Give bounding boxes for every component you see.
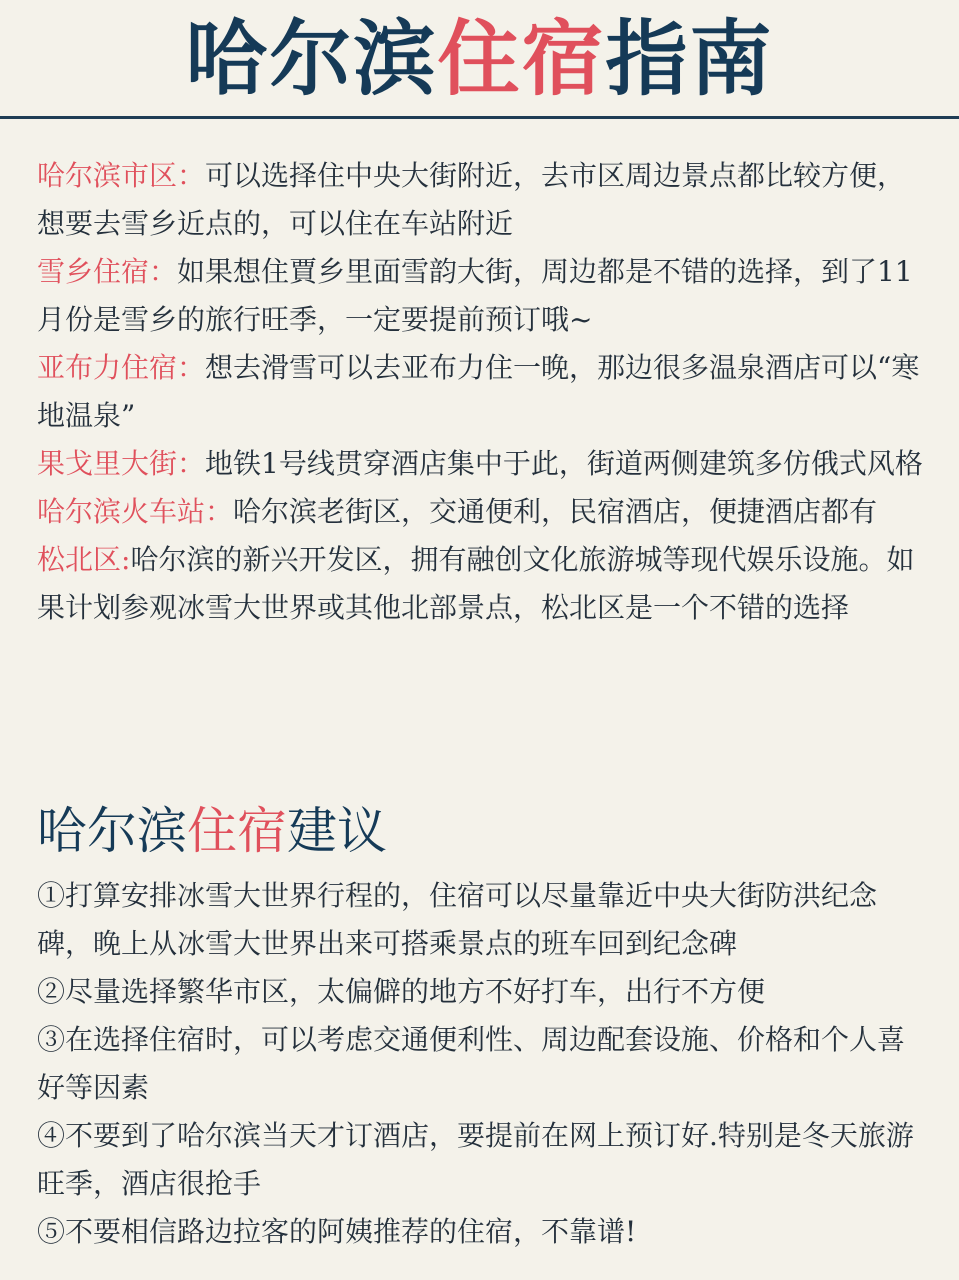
suggestion-item: ②尽量选择繁华市区，太偏僻的地方不好打车，出行不方便: [37, 975, 766, 1008]
guide-label: 松北区:: [37, 543, 131, 576]
suggestion-item: ③在选择住宿时，可以考虑交通便利性、周边配套设施、价格和个人喜好等因素: [37, 1023, 906, 1104]
area-guide: [37, 152, 927, 632]
page-title: [0, 14, 959, 106]
suggestions-title-part-2-accent: 住宿: [187, 802, 287, 860]
guide-label: 亚布力住宿：: [37, 351, 206, 384]
suggestions-title: [37, 796, 387, 866]
guide-text: 哈尔滨的新兴开发区，拥有融创文化旅游城等现代娱乐设施。如果计划参观冰雪大世界或其他北部景点，松北区是一个不错的选择: [37, 543, 915, 624]
suggestion-item: ④不要到了哈尔滨当天才订酒店，要提前在网上预订好.特别是冬天旅游旺季，酒店很抢手: [37, 1119, 914, 1200]
guide-text: 想去滑雪可以去亚布力住一晚，那边很多温泉酒店可以“寒地温泉”: [37, 351, 920, 432]
guide-text: 可以选择住中央大街附近，去市区周边景点都比较方便，想要去雪乡近点的，可以住在车站附近: [37, 159, 906, 240]
title-part-1: 哈尔滨: [185, 12, 438, 107]
guide-text: 如果想住賈乡里面雪韵大街，周边都是不错的选择，到了11月份是雪乡的旅行旺季，一定要提前预订哦~: [37, 255, 913, 336]
suggestion-item: ①打算安排冰雪大世界行程的，住宿可以尽量靠近中央大街防洪纪念碑，晚上从冰雪大世界出来可搭乘景点的班车回到纪念碑: [37, 879, 878, 960]
suggestion-item: ⑤不要相信路边拉客的阿姨推荐的住宿，不靠谱!: [37, 1215, 637, 1248]
guide-text: 地铁1号线贯穿酒店集中于此，街道两侧建筑多仿俄式风格: [205, 447, 923, 480]
guide-item-yabuli: [37, 344, 927, 440]
title-part-3: 指南: [605, 12, 774, 107]
guide-label: 哈尔滨火车站：: [37, 495, 234, 528]
guide-item-snow-town: [37, 248, 927, 344]
page-header: [0, 0, 959, 116]
guide-item-gogol-street: [37, 440, 927, 488]
title-divider: [0, 116, 959, 119]
suggestions-title-part-3: 建议: [287, 802, 387, 860]
suggestions-title-part-1: 哈尔滨: [37, 802, 187, 860]
guide-text: 哈尔滨老街区，交通便利，民宿酒店，便捷酒店都有: [233, 495, 878, 528]
guide-label: 哈尔滨市区：: [37, 159, 206, 192]
guide-item-city-center: [37, 152, 927, 248]
guide-label: 果戈里大街：: [37, 447, 206, 480]
title-part-2-accent: 住宿: [437, 12, 606, 107]
guide-label: 雪乡住宿：: [37, 255, 178, 288]
guide-item-songbei: [37, 536, 927, 632]
guide-item-railway-station: [37, 488, 927, 536]
suggestions-list: [37, 872, 927, 1256]
